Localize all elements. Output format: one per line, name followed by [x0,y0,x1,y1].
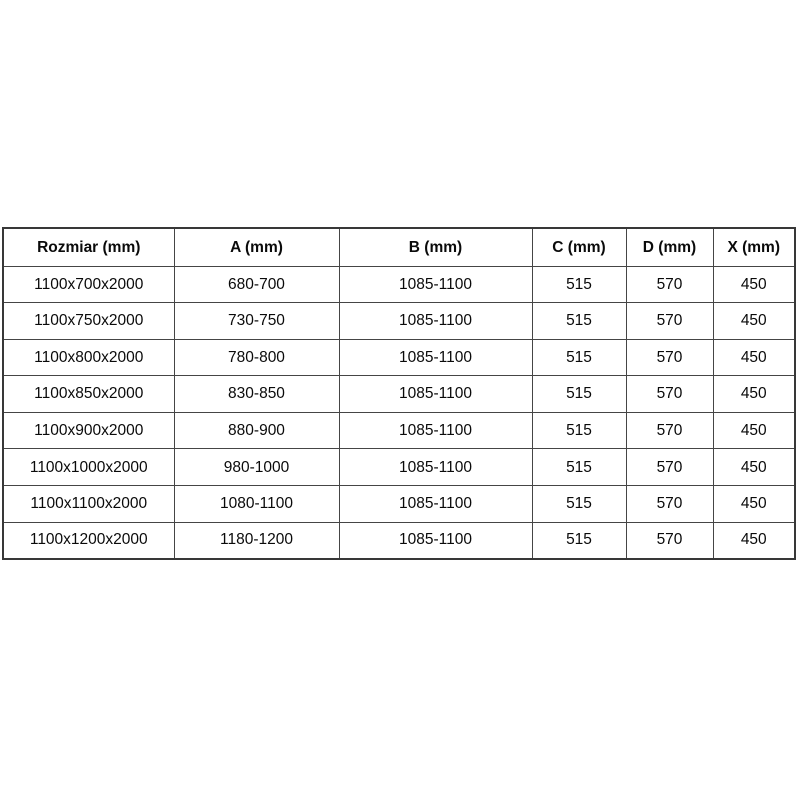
table-cell: 450 [713,376,795,413]
table-cell: 450 [713,303,795,340]
table-body [3,266,795,559]
table-cell: 515 [532,486,626,523]
table-cell: 830-850 [174,376,339,413]
column-header: C (mm) [532,228,626,266]
table-row [3,303,795,340]
table-cell: 1080-1100 [174,486,339,523]
table-cell: 515 [532,339,626,376]
size-spec-table-container [2,227,794,560]
table-cell: 1100x1200x2000 [3,522,174,559]
table-cell: 515 [532,303,626,340]
table-cell: 1100x1100x2000 [3,486,174,523]
column-header: D (mm) [626,228,713,266]
table-cell: 1085-1100 [339,266,532,303]
table-row [3,522,795,559]
table-cell: 680-700 [174,266,339,303]
table-cell: 1100x700x2000 [3,266,174,303]
table-row [3,339,795,376]
table-cell: 570 [626,303,713,340]
table-row [3,266,795,303]
table-cell: 570 [626,486,713,523]
table-cell: 450 [713,266,795,303]
column-header: A (mm) [174,228,339,266]
table-cell: 570 [626,339,713,376]
table-cell: 570 [626,522,713,559]
table-cell: 1085-1100 [339,412,532,449]
table-cell: 780-800 [174,339,339,376]
size-spec-table [2,227,796,560]
table-cell: 450 [713,522,795,559]
table-row [3,412,795,449]
table-row [3,486,795,523]
table-cell: 1085-1100 [339,339,532,376]
column-header: X (mm) [713,228,795,266]
table-cell: 450 [713,412,795,449]
table-row [3,376,795,413]
table-cell: 515 [532,412,626,449]
table-cell: 730-750 [174,303,339,340]
table-cell: 1085-1100 [339,303,532,340]
table-cell: 1100x750x2000 [3,303,174,340]
table-cell: 570 [626,266,713,303]
table-cell: 515 [532,522,626,559]
table-cell: 1085-1100 [339,522,532,559]
table-cell: 515 [532,376,626,413]
table-cell: 1085-1100 [339,376,532,413]
table-cell: 515 [532,266,626,303]
table-cell: 450 [713,339,795,376]
table-cell: 1180-1200 [174,522,339,559]
table-cell: 570 [626,449,713,486]
table-cell: 1100x900x2000 [3,412,174,449]
table-cell: 450 [713,486,795,523]
table-cell: 450 [713,449,795,486]
table-cell: 1100x800x2000 [3,339,174,376]
table-cell: 1085-1100 [339,486,532,523]
table-cell: 1100x1000x2000 [3,449,174,486]
column-header: B (mm) [339,228,532,266]
table-cell: 570 [626,412,713,449]
table-cell: 570 [626,376,713,413]
column-header: Rozmiar (mm) [3,228,174,266]
table-cell: 1085-1100 [339,449,532,486]
table-cell: 880-900 [174,412,339,449]
table-cell: 1100x850x2000 [3,376,174,413]
table-cell: 515 [532,449,626,486]
table-header-row [3,228,795,266]
table-cell: 980-1000 [174,449,339,486]
table-row [3,449,795,486]
